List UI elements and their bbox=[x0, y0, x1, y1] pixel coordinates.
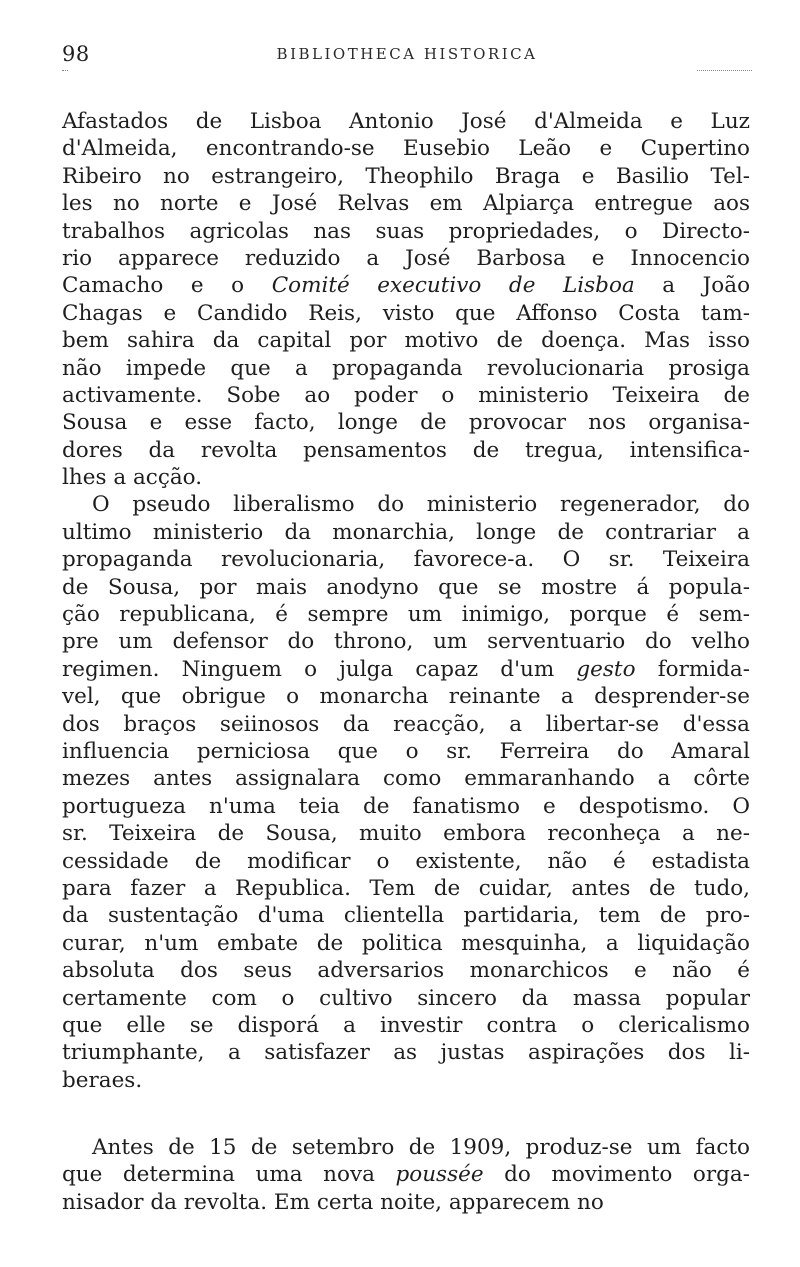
text-line: triumphante, a satisfazer as justas aspirações dos li- bbox=[62, 1040, 750, 1066]
text-line: de Sousa, por mais anodyno que se mostre á popula- bbox=[62, 574, 750, 600]
text-line: para fazer a Republica. Tem de cuidar, antes de tudo, bbox=[62, 875, 750, 901]
italic-phrase: poussée bbox=[395, 1162, 484, 1188]
text-line: que determina uma nova poussée do movimento orga- bbox=[62, 1162, 750, 1188]
text-line: pre um defensor do throno, um serventuario do velho bbox=[62, 629, 750, 655]
text-line: trabalhos agricolas nas suas propriedades, o Directo- bbox=[62, 218, 750, 244]
italic-phrase: Comité executivo de Lisboa bbox=[271, 273, 635, 299]
text-line: cessidade de modificar o existente, não é estadista bbox=[62, 848, 750, 874]
text-line: d'Almeida, encontrando-se Eusebio Leão e Cupertino bbox=[62, 136, 750, 162]
text-line: beraes. bbox=[62, 1067, 143, 1093]
text-line: dores da revolta pensamentos de tregua, intensifica- bbox=[62, 437, 750, 463]
text-line: curar, n'um embate de politica mesquinha, a liquidação bbox=[62, 930, 750, 956]
text-line: dos braços seiinosos da reacção, a libertar-se d'essa bbox=[62, 711, 750, 737]
text-line: sr. Teixeira de Sousa, muito embora reconheça a ne- bbox=[62, 821, 750, 847]
text-line: regimen. Ninguem o julga capaz d'um gesto formida- bbox=[62, 656, 750, 682]
text-line: que elle se disporá a investir contra o clericalismo bbox=[62, 1012, 750, 1038]
text-line: portugueza n'uma teia de fanatismo e despotismo. O bbox=[62, 793, 750, 819]
text-line: Ribeiro no estrangeiro, Theophilo Braga e Basilio Tel- bbox=[62, 163, 750, 189]
text-line: activamente. Sobe ao poder o ministerio Teixeira de bbox=[62, 382, 750, 408]
page-number: 98 bbox=[62, 42, 90, 66]
paragraph-3 bbox=[62, 1134, 750, 1216]
text-line: da sustentação d'uma clientella partidaria, tem de pro- bbox=[62, 903, 750, 929]
text-line: les no norte e José Relvas em Alpiarça entregue aos bbox=[62, 191, 750, 217]
italic-phrase: gesto bbox=[576, 656, 636, 682]
text-line: absoluta dos seus adversarios monarchicos e não é bbox=[62, 958, 750, 984]
text-line: bem sahira da capital por motivo de doença. Mas isso bbox=[62, 328, 750, 354]
text-line: ultimo ministerio da monarchia, longe de contrariar a bbox=[62, 519, 750, 545]
text-line: Antes de 15 de setembro de 1909, produz-se um facto bbox=[92, 1135, 750, 1161]
text-line: nisador da revolta. Em certa noite, apparecem no bbox=[62, 1189, 604, 1215]
paragraph-gap bbox=[62, 1094, 750, 1134]
text-line: não impede que a propaganda revolucionaria prosiga bbox=[62, 355, 750, 381]
text-line: mezes antes assignalara como emmaranhando a côrte bbox=[62, 766, 750, 792]
text-line: influencia perniciosa que o sr. Ferreira do Amaral bbox=[62, 738, 750, 764]
text-line: certamente com o cultivo sincero da massa popular bbox=[62, 985, 750, 1011]
text-line: O pseudo liberalismo do ministerio regenerador, do bbox=[92, 492, 750, 518]
text-line: propaganda revolucionaria, favorece-a. O sr. Teixeira bbox=[62, 547, 750, 573]
paragraph-2 bbox=[62, 491, 750, 1094]
body-text bbox=[62, 108, 750, 1216]
text-line: Chagas e Candido Reis, visto que Affonso Costa tam- bbox=[62, 300, 750, 326]
text-line: lhes a acção. bbox=[62, 465, 203, 491]
paragraph-1 bbox=[62, 108, 750, 491]
text-line: ção republicana, é sempre um inimigo, porque é sem- bbox=[62, 602, 750, 628]
page-header bbox=[62, 42, 752, 72]
text-line: Camacho e o Comité executivo de Lisboa a João bbox=[62, 273, 751, 299]
text-line: Afastados de Lisboa Antonio José d'Almeida e Luz bbox=[62, 109, 750, 134]
text-line: vel, que obrigue o monarcha reinante a desprender-se bbox=[62, 684, 750, 710]
header-rule-right bbox=[697, 70, 752, 72]
text-line: rio apparece reduzido a José Barbosa e Innocencio bbox=[62, 245, 750, 271]
text-line: Sousa e esse facto, longe de provocar nos organisa- bbox=[62, 410, 750, 436]
header-rule-left bbox=[62, 70, 68, 72]
running-title: BIBLIOTHECA HISTORICA bbox=[276, 45, 538, 63]
